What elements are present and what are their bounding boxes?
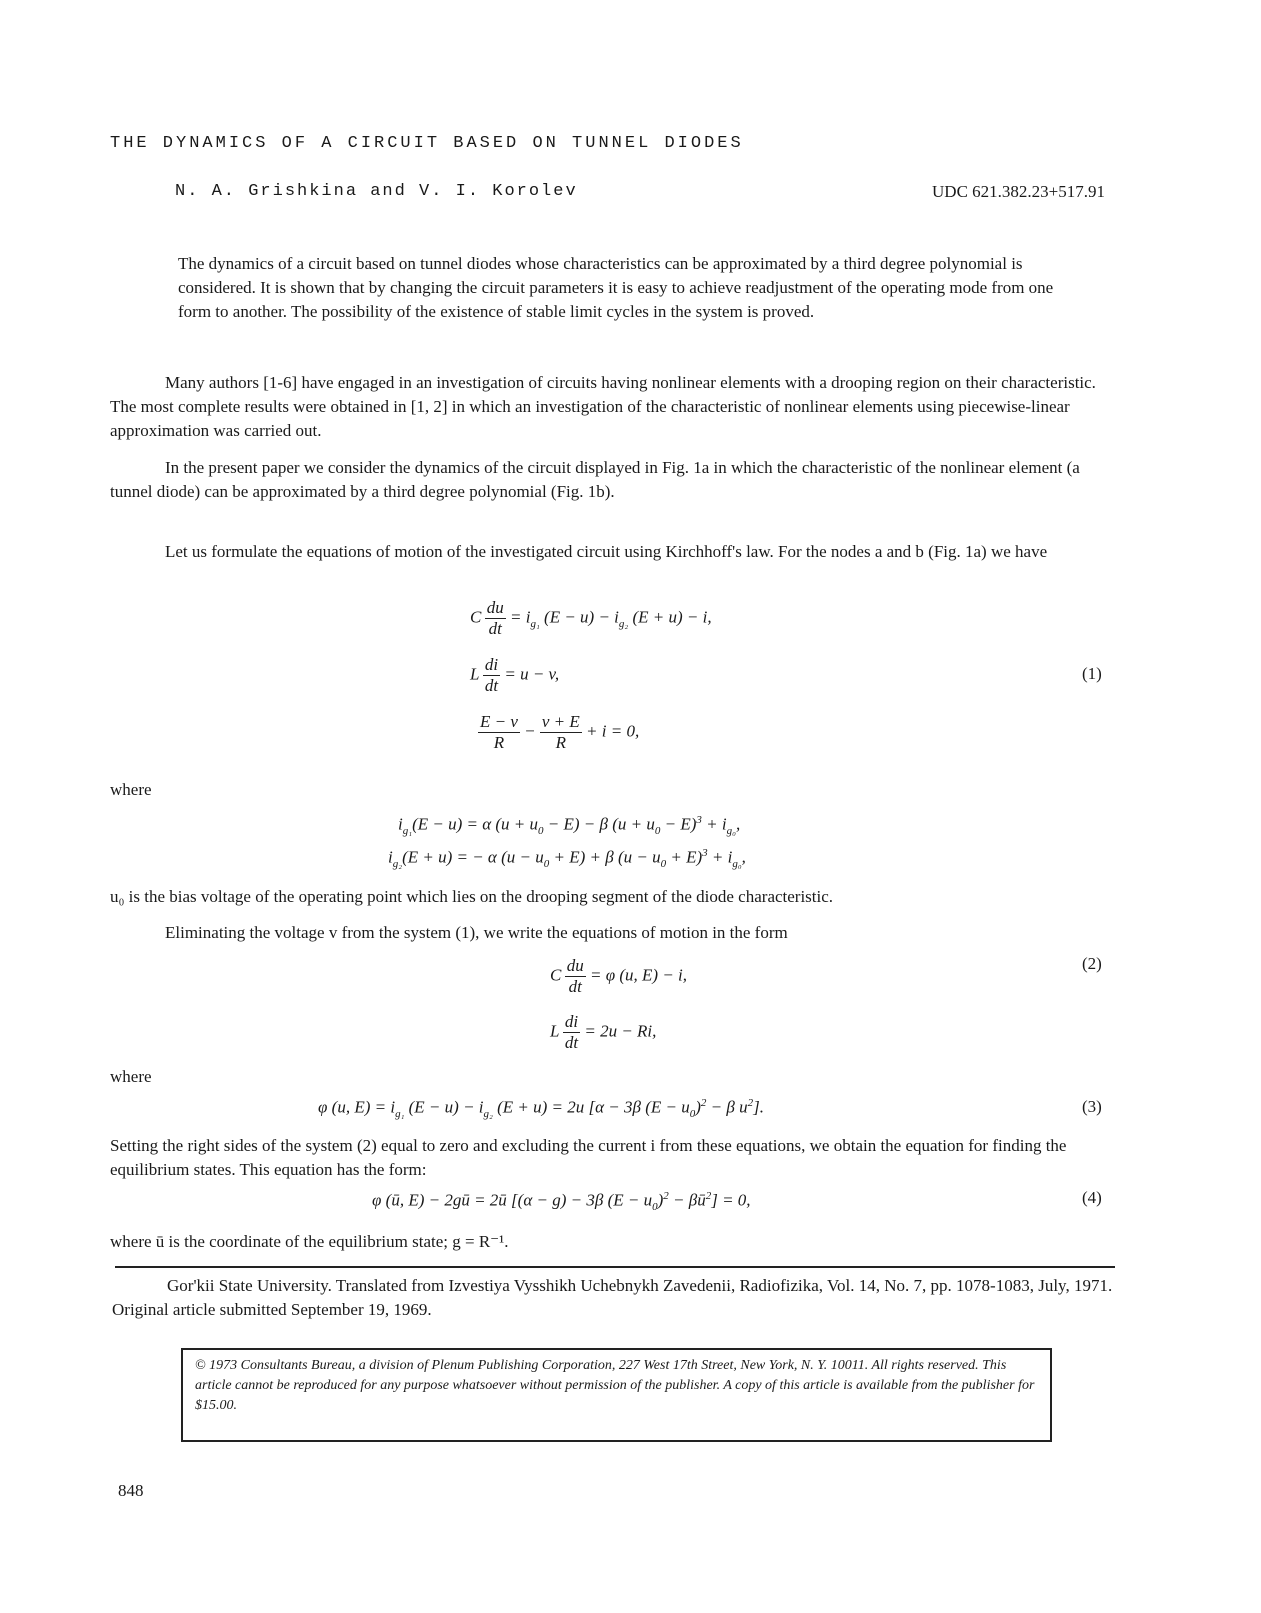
paragraph-equilibrium: where ū is the coordinate of the equilibrium state; g = R⁻¹. xyxy=(110,1232,509,1251)
copyright-box: © 1973 Consultants Bureau, a division of Plenum Publishing Corporation, 227 West 17th Street, New York, N. Y. 10011. All rights reserved. This article cannot be reproduced for any purpose whatsoever without permission of the publisher. A copy of this article is available from the publisher for $15.00. xyxy=(181,1348,1052,1442)
equation-1c: $\frac{E - v}{R}$ − $\frac{v + E}{R}$ + i = 0, xyxy=(480,712,640,752)
paragraph-setting: Setting the right sides of the system (2) equal to zero and excluding the current i from these equations, we obtain the equation for finding the equilibrium states. This equation has the form: xyxy=(110,1136,1067,1179)
paragraph-eliminating: Eliminating the voltage v from the system (1), we write the equations of motion in the form xyxy=(165,923,788,942)
abstract: The dynamics of a circuit based on tunnel diodes whose characteristics can be approximated by a third degree polynomial is considered. It is shown that by changing the circuit parameters it is easy to achieve readjustment of the operating mode from one form to another. The possibility of the existence of stable limit cycles in the system is proved. xyxy=(178,254,1054,321)
equation-1a: C $\frac{du}{dt}$ = $i_{g_1}$ $(E - u) - i_{g_2}$ (E + u) − i, xyxy=(470,598,712,638)
paragraph-intro: Many authors [1-6] have engaged in an investigation of circuits having nonlinear elements with a drooping region on their characteristic. The most complete results were obtained in [1, 2] in which an investigation of the characteristic of nonlinear elements using piecewise-linear approximation was carried out. xyxy=(110,373,1096,440)
footnote: Gor'kii State University. Translated from Izvestiya Vysshikh Uchebnykh Zavedenii, Radiofizika, Vol. 14, No. 7, pp. 1078-1083, July, 1971. Original article submitted September 19, 1969. xyxy=(112,1276,1113,1319)
equation-2a: C $\frac{du}{dt}$ = φ (u, E) − i, xyxy=(550,956,688,996)
equation-4: φ (ū, E) − 2gū = 2ū [(α − g) − 3β $(E - u_0)^2$ − $\beta ū^2] = 0$, xyxy=(372,1190,751,1214)
page-number: 848 xyxy=(118,1481,144,1500)
paragraph-present-paper: In the present paper we consider the dynamics of the circuit displayed in Fig. 1a in which the characteristic of the nonlinear element (a tunnel diode) can be approximated by a third degree polynomial (Fig. 1b). xyxy=(110,458,1080,501)
equation-number-1: (1) xyxy=(1082,664,1102,683)
authors: N. A. Grishkina and V. I. Korolev xyxy=(175,182,578,201)
udc-code: UDC 621.382.23+517.91 xyxy=(932,182,1105,201)
where-label-1: where xyxy=(110,780,152,799)
equation-2b: L $\frac{di}{dt}$ = 2u − Ri, xyxy=(550,1012,657,1052)
equation-number-4: (4) xyxy=(1082,1188,1102,1207)
paper-title: THE DYNAMICS OF A CIRCUIT BASED ON TUNNEL DIODES xyxy=(110,134,744,153)
where-label-2: where xyxy=(110,1067,152,1086)
equation-1b: L $\frac{di}{dt}$ = u − v, xyxy=(470,655,560,695)
equation-3: φ (u, $E) = i_{g_1}$ $(E - u) - i_{g_2}$ (E + u) = 2u [α − 3β $(E - u_0)^2 - \beta$ $u^2$]. xyxy=(318,1097,764,1121)
equation-ig1: $i_{g_1}(E - u) = \alpha$ $(u + u_0 - E) - \beta$ $(u + u_0 - E)^3 + i_{g_0}$, xyxy=(398,814,741,838)
equation-ig2: $i_{g_2}(E + u)$ = − α $(u - u_0 + E) + \beta$ $(u - u_0 + E)^3 + i_{g_0}$, xyxy=(388,847,746,871)
paragraph-bias-voltage: u₀ is the bias voltage of the operating point which lies on the drooping segment of the diode characteristic. xyxy=(110,887,834,906)
equation-number-2: (2) xyxy=(1082,954,1102,973)
paragraph-kirchhoff: Let us formulate the equations of motion of the investigated circuit using Kirchhoff's law. For the nodes a and b (Fig. 1a) we have xyxy=(165,542,1048,561)
footnote-divider xyxy=(115,1266,1115,1268)
equation-number-3: (3) xyxy=(1082,1097,1102,1116)
